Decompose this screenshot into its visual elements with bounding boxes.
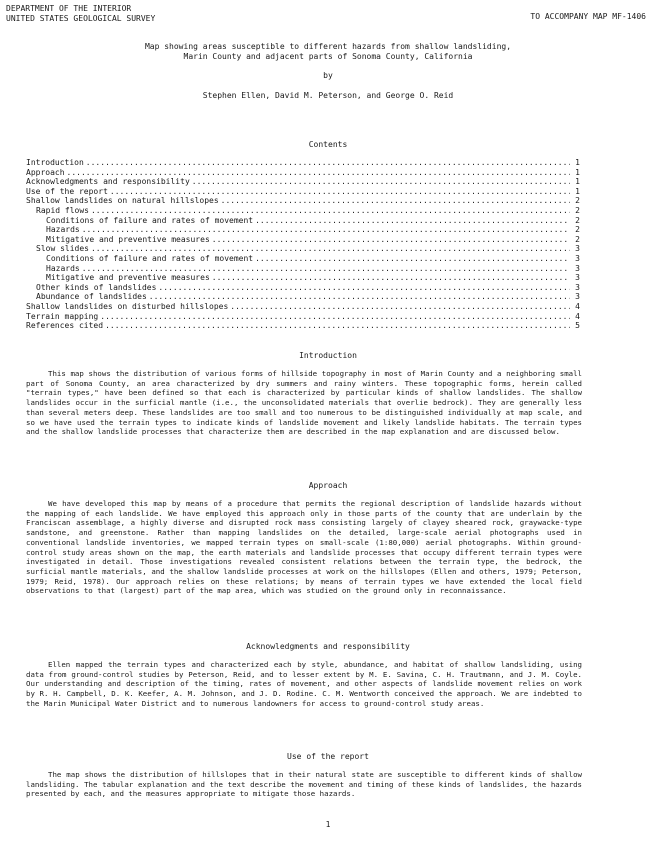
toc-entry-label: Mitigative and preventive measures xyxy=(46,273,210,283)
toc-entry-label: Introduction xyxy=(26,158,84,167)
toc-entry-label: Terrain mapping xyxy=(26,311,99,321)
toc-dot-leader xyxy=(255,254,570,264)
toc-entry-page: 2 xyxy=(575,196,580,206)
toc-dot-leader xyxy=(212,235,570,245)
toc-entry-page: 3 xyxy=(575,292,580,302)
toc-entry-label: Other kinds of landslides xyxy=(36,282,157,292)
toc-entry xyxy=(26,225,580,235)
toc-dot-leader xyxy=(230,302,570,312)
toc-entry xyxy=(26,177,580,187)
introduction-text: This map shows the distribution of various forms of hillside topography in most of Marin County and a neighboring small part of Sonoma County, an area characterized by dry summers and rainy winters. These topographic forms, herein called "terrain types," have been defined so that each is characterized by particular kinds of shallow landslides. The shallow landslides occur in the surficial mantle (i.e., the unconsolidated materials that overlie bedrock). They are generally less than several meters deep. These landslides are too small and too numerous to be distinguished individually at map scale, and so we have used the terrain types to indicate kinds of landslide movement and likely landslide habitats. The terrain types and the shallow landslide processes that characterize them are described in the map explanation and are discussed below. xyxy=(26,369,582,437)
toc-entry-page: 4 xyxy=(575,311,580,321)
toc-entry-label: Shallow landslides on natural hillslopes xyxy=(26,196,219,206)
toc-dot-leader xyxy=(158,283,570,293)
toc-entry-page: 5 xyxy=(575,321,580,331)
toc-entry xyxy=(26,302,580,312)
approach-heading: Approach xyxy=(308,481,348,490)
toc-entry-page: 3 xyxy=(575,273,580,283)
page-number: 1 xyxy=(325,820,331,829)
toc-dot-leader xyxy=(212,273,570,283)
toc-entry xyxy=(26,187,580,197)
toc-entry-page: 3 xyxy=(575,263,580,273)
toc-entry-label: Conditions of failure and rates of movement xyxy=(46,253,254,263)
report-title xyxy=(0,42,656,62)
agency-header xyxy=(6,4,155,24)
toc-entry xyxy=(26,283,580,293)
approach-text: We have developed this map by means of a procedure that permits the regional description of landslide hazards without the mapping of each landslide. We have employed this approach only in those parts of the county that are underlain by the Franciscan assemblage, a highly diverse and disrupted rock mass consisting largely of clayey sheared rock, graywacke-type sandstone, and greenstone. Rather than mapping landslides on the detailed, large-scale aerial photographs used in conventional landslide inventories, we mapped terrain types on small-scale (1:80,000) aerial photographs. Within ground-control study areas shown on the map, the earth materials and landslide processes that occupy different terrain types were investigated in detail. Those investigations revealed consistent relations between the terrain type, the bedrock, the surficial mantle materials, and the shallow landslide processes at work on the hillslopes (Ellen and others, 1979; Peterson, 1979; Reid, 1978). Our approach relies on these relations; by means of terrain types we have extended the local field observations to that (largest) part of the map area, which was studied on the ground only in reconnaissance. xyxy=(26,499,582,596)
toc-entry xyxy=(26,264,580,274)
toc-dot-leader xyxy=(82,225,570,235)
by-line: by xyxy=(323,71,333,80)
toc-entry xyxy=(26,244,580,254)
toc-entry-label: Slow slides xyxy=(36,244,89,254)
toc-dot-leader xyxy=(192,177,570,187)
toc-entry-page: 4 xyxy=(575,301,580,311)
toc-entry xyxy=(26,254,580,264)
toc-entry-label: Mitigative and preventive measures xyxy=(46,234,210,244)
agency-line-1: DEPARTMENT OF THE INTERIOR xyxy=(6,4,132,13)
toc-dot-leader xyxy=(149,292,570,302)
toc-entry-page: 3 xyxy=(575,282,580,292)
table-of-contents xyxy=(26,158,580,331)
toc-dot-leader xyxy=(100,312,570,322)
toc-entry xyxy=(26,321,580,331)
toc-entry xyxy=(26,168,580,178)
toc-entry-page: 2 xyxy=(575,205,580,215)
authors: Stephen Ellen, David M. Peterson, and George O. Reid xyxy=(202,91,454,100)
toc-dot-leader xyxy=(110,187,570,197)
toc-entry-label: Rapid flows xyxy=(36,205,89,215)
toc-entry-label: Conditions of failure and rates of movement xyxy=(46,215,254,225)
title-line-1: Map showing areas susceptible to different hazards from shallow landsliding, xyxy=(144,42,512,51)
title-line-2: Marin County and adjacent parts of Sonoma County, California xyxy=(183,52,473,61)
toc-entry-label: Hazards xyxy=(46,263,80,273)
toc-entry-label: Shallow landslides on disturbed hillslopes xyxy=(26,301,229,311)
toc-entry-label: Approach xyxy=(26,167,65,177)
toc-entry xyxy=(26,216,580,226)
acknowledgments-text: Ellen mapped the terrain types and characterized each by style, abundance, and habitat of shallow landsliding, using data from ground-control studies by Peterson, Reid, and to lesser extent by M. E. Savina, C. H. Trautmann, and J. M. Coyle. Our understanding and description of the timing, rates of movement, and other aspects of landslide movement relies on work by R. H. Campbell, D. K. Keefer, A. M. Johnson, and J. D. Rodine. C. M. Wentworth conceived the approach. We are indebted to the Marin Municipal Water District and to numerous landowners for access to ground-control study areas. xyxy=(26,660,582,708)
toc-entry-page: 3 xyxy=(575,253,580,263)
toc-entry-label: Use of the report xyxy=(26,186,108,196)
toc-entry xyxy=(26,292,580,302)
toc-entry xyxy=(26,158,580,168)
toc-entry-page: 1 xyxy=(575,158,580,167)
toc-dot-leader xyxy=(86,158,570,168)
use-heading: Use of the report xyxy=(287,752,369,761)
toc-dot-leader xyxy=(91,244,570,254)
toc-entry-page: 2 xyxy=(575,234,580,244)
toc-entry xyxy=(26,235,580,245)
toc-entry-page: 2 xyxy=(575,225,580,235)
toc-entry xyxy=(26,196,580,206)
introduction-heading: Introduction xyxy=(299,351,357,360)
toc-entry-label: References cited xyxy=(26,321,104,331)
toc-dot-leader xyxy=(255,216,570,226)
toc-dot-leader xyxy=(91,206,570,216)
toc-entry-page: 1 xyxy=(575,177,580,187)
toc-entry-page: 3 xyxy=(575,244,580,254)
contents-heading: Contents xyxy=(308,140,348,149)
toc-entry-page: 2 xyxy=(575,215,580,225)
toc-dot-leader xyxy=(67,168,570,178)
toc-entry-page: 1 xyxy=(575,167,580,177)
toc-entry-label: Acknowledgments and responsibility xyxy=(26,177,190,187)
use-text: The map shows the distribution of hillslopes that in their natural state are susceptible to different kinds of shallow landsliding. The tabular explanation and the text describe the movement and timing of these kinds of landslides, the hazards presented by each, and the measures appropriate to mitigate those hazards. xyxy=(26,770,582,799)
toc-dot-leader xyxy=(82,264,570,274)
toc-dot-leader xyxy=(221,196,570,206)
toc-entry xyxy=(26,273,580,283)
map-reference: TO ACCOMPANY MAP MF-1406 xyxy=(530,12,646,21)
toc-entry xyxy=(26,206,580,216)
toc-dot-leader xyxy=(105,321,570,331)
toc-entry-label: Abundance of landslides xyxy=(36,292,147,302)
toc-entry xyxy=(26,312,580,322)
toc-entry-page: 1 xyxy=(575,186,580,196)
toc-entry-label: Hazards xyxy=(46,225,80,235)
acknowledgments-heading: Acknowledgments and responsibility xyxy=(246,642,410,651)
agency-line-2: UNITED STATES GEOLOGICAL SURVEY xyxy=(6,14,156,23)
